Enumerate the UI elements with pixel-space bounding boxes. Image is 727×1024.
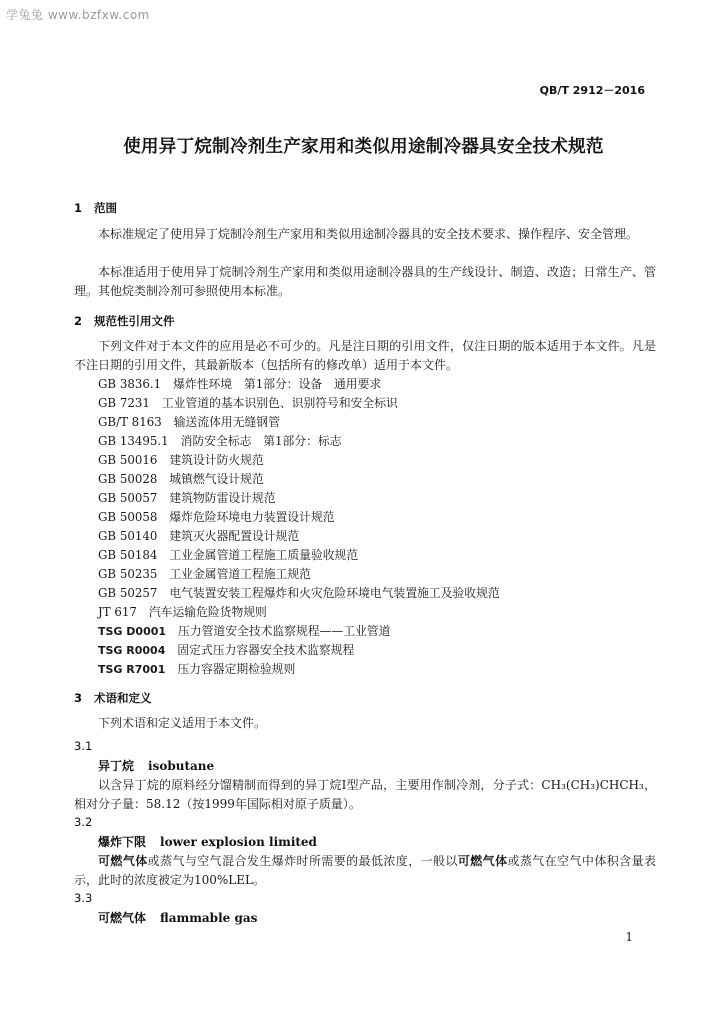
reference-item [98, 660, 500, 679]
reference-item [98, 489, 500, 508]
reference-item [98, 603, 500, 622]
reference-code: GB 50140 [98, 529, 158, 543]
reference-item [98, 527, 500, 546]
reference-title: 城镇燃气设计规范 [169, 472, 264, 486]
section-1-heading [74, 200, 117, 216]
document-title: 使用异丁烷制冷剂生产家用和类似用途制冷器具安全技术规范 [123, 137, 604, 157]
reference-item [98, 413, 500, 432]
scope-paragraph-1: 本标准规定了使用异丁烷制冷剂生产家用和类似用途制冷器具的安全技术要求、操作程序、安全管理。 [98, 227, 639, 241]
term-english: isobutane [148, 759, 215, 773]
reference-code: GB 50235 [98, 567, 158, 581]
reference-item [98, 584, 500, 603]
reference-code: TSG D0001 [98, 625, 167, 638]
page-number: 1 [625, 930, 633, 944]
reference-item [98, 394, 500, 413]
reference-item [98, 451, 500, 470]
reference-item [98, 546, 500, 565]
term-chinese: 爆炸下限 [98, 835, 147, 849]
reference-list [98, 375, 500, 679]
term-definition [74, 852, 656, 890]
reference-title: 压力管道安全技术监察规程——工业管道 [178, 624, 391, 638]
section-number: 1 [74, 201, 83, 215]
clause-number: 3.2 [74, 815, 93, 829]
reference-item [98, 470, 500, 489]
reference-code: TSG R0004 [98, 644, 166, 657]
definition-bold-term: 可燃气体 [98, 854, 148, 868]
reference-code: GB 50016 [98, 453, 158, 467]
term-heading [98, 833, 317, 850]
reference-title: 爆炸危险环境电力装置设计规范 [169, 510, 335, 524]
terms-intro: 下列术语和定义适用于本文件。 [98, 716, 267, 730]
reference-item [98, 622, 500, 641]
reference-title: 输送流体用无缝钢管 [173, 415, 280, 429]
section-number: 3 [74, 691, 83, 705]
reference-code: GB 50028 [98, 472, 158, 486]
clause-number: 3.3 [74, 891, 93, 905]
definition-bold-term: 可燃气体 [457, 854, 508, 868]
reference-code: GB 50257 [98, 586, 158, 600]
reference-title: 工业管道的基本识别色、识别符号和安全标识 [161, 396, 398, 410]
reference-title: 工业金属管道工程施工规范 [169, 567, 311, 581]
term-chinese: 异丁烷 [98, 759, 135, 773]
reference-title: 固定式压力容器安全技术监察规程 [177, 643, 355, 657]
term-definition: 以含异丁烷的原料经分馏精制而得到的异丁烷Ⅰ型产品，主要用作制冷剂，分子式：CH₃(CH₃)CHCH₃，相对分子量：58.12（按1999年国际相对原子质量）。 [74, 778, 656, 811]
watermark: 学兔兔 www.bzfxw.com [6, 8, 150, 22]
document-code: QB/T 2912－2016 [539, 84, 645, 97]
reference-title: 工业金属管道工程施工质量验收规范 [169, 548, 359, 562]
definition-text: 或蒸气在空气中体积含量表示，此时的浓度被定为100%LEL。 [74, 854, 656, 887]
reference-code: GB 50184 [98, 548, 158, 562]
section-title: 术语和定义 [94, 691, 152, 705]
reference-code: GB 7231 [98, 396, 150, 410]
reference-item [98, 508, 500, 527]
reference-code: GB 50057 [98, 491, 158, 505]
scope-paragraph-2: 本标准适用于使用异丁烷制冷剂生产家用和类似用途制冷器具的生产线设计、制造、改造；日常生产、管理。其他烷类制冷剂可参照使用本标准。 [74, 265, 656, 298]
reference-title: 消防安全标志 第1部分：标志 [180, 434, 342, 448]
term-chinese: 可燃气体 [98, 911, 147, 925]
reference-title: 建筑设计防火规范 [169, 453, 264, 467]
reference-title: 爆炸性环境 第1部分：设备 通用要求 [173, 377, 382, 391]
reference-item [98, 641, 500, 660]
reference-title: 汽车运输危险货物规则 [148, 605, 267, 619]
reference-code: GB/T 8163 [98, 415, 162, 429]
section-title: 范围 [94, 201, 117, 215]
term-heading [98, 757, 214, 774]
reference-title: 压力容器定期检验规则 [177, 662, 296, 676]
reference-item [98, 565, 500, 584]
term-english: lower explosion limited [160, 835, 317, 849]
section-3-heading [74, 690, 152, 706]
section-2-heading [74, 313, 175, 329]
reference-code: GB 50058 [98, 510, 158, 524]
normative-references-intro: 下列文件对于本文件的应用是必不可少的。凡是注日期的引用文件，仅注日期的版本适用于本文件。凡是不注日期的引用文件，其最新版本（包括所有的修改单）适用于本文件。 [74, 339, 656, 372]
section-title: 规范性引用文件 [94, 314, 175, 328]
term-english: flammable gas [160, 911, 258, 925]
reference-item [98, 375, 500, 394]
reference-code: GB 3836.1 [98, 377, 162, 391]
reference-item [98, 432, 500, 451]
term-heading [98, 909, 257, 926]
reference-title: 建筑灭火器配置设计规范 [169, 529, 300, 543]
reference-code: JT 617 [98, 605, 137, 619]
reference-title: 电气装置安装工程爆炸和火灾危险环境电气装置施工及验收规范 [169, 586, 500, 600]
section-number: 2 [74, 314, 83, 328]
definition-text: 或蒸气与空气混合发生爆炸时所需要的最低浓度，一般以 [147, 854, 458, 868]
reference-code: GB 13495.1 [98, 434, 169, 448]
reference-code: TSG R7001 [98, 663, 166, 676]
clause-number: 3.1 [74, 739, 93, 753]
reference-title: 建筑物防雷设计规范 [169, 491, 276, 505]
